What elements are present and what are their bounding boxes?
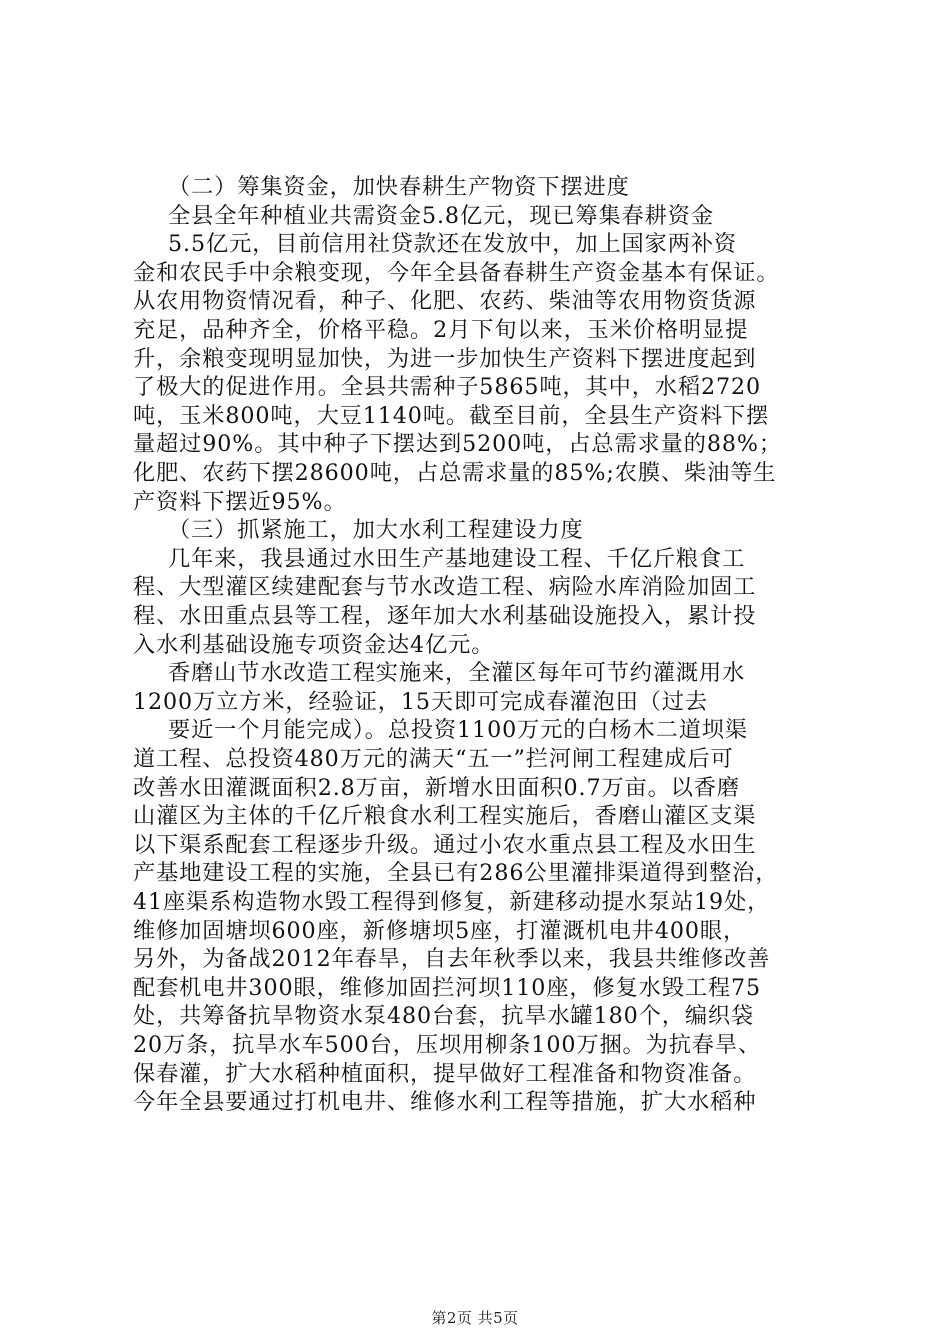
paragraph-line: 量超过90%。其中种子下摆达到5200吨，占总需求量的88%； [133,431,782,458]
heading-section-3: （三）抓紧施工，加大水利工程建设力度 [168,517,584,544]
paragraph-line: 吨，玉米800吨，大豆1140吨。截至目前，全县生产资料下摆 [133,402,770,429]
paragraph-line: 程、大型灌区续建配套与节水改造工程、病险水库消险加固工 [133,574,757,601]
paragraph-line: 入水利基础设施专项资金达4亿元。 [133,631,495,658]
paragraph-line: 全县全年种植业共需资金5.8亿元，现已筹集春耕资金 [168,202,714,229]
paragraph-line: 保春灌，扩大水稻种植面积，提早做好工程准备和物资准备。 [133,1060,757,1087]
paragraph-line: 了极大的促进作用。全县共需种子5865吨，其中，水稻2720 [133,374,762,401]
paragraph-line: 今年全县要通过打机电井、维修水利工程等措施，扩大水稻种 [133,1089,757,1116]
paragraph-line: 程、水田重点县等工程，逐年加大水利基础设施投入，累计投 [133,603,757,629]
paragraph-line: 化肥、农药下摆28600吨，占总需求量的85%;农膜、柴油等生 [133,460,777,486]
paragraph-line: 金和农民手中余粮变现，今年全县备春耕生产资金基本有保证。 [133,259,780,286]
paragraph-line: 产基地建设工程的实施，全县已有286公里灌排渠道得到整治， [133,860,779,887]
paragraph-line: 另外，为备战2012年春旱，自去年秋季以来，我县共维修改善 [133,946,771,973]
paragraph-line: 5.5亿元，目前信用社贷款还在发放中，加上国家两补资 [168,231,737,258]
paragraph-line: 道工程、总投资480万元的满天“五一”拦河闸工程建成后可 [133,746,734,772]
paragraph-line: 香磨山节水改造工程实施来，全灌区每年可节约灌溉用水 [168,660,746,687]
heading-section-2: （二）筹集资金，加快春耕生产物资下摆进度 [168,174,630,200]
paragraph-line: 以下渠系配套工程逐步升级。通过小农水重点县工程及水田生 [133,831,757,858]
paragraph-line: 1200万立方米，经验证，15天即可完成春灌泡田（过去 [133,688,708,715]
paragraph-line: 41座渠系构造物水毁工程得到修复，新建移动提水泵站19处， [133,889,771,915]
paragraph-line: 配套机电井300眼，维修加固拦河坝110座，修复水毁工程75 [133,974,762,1001]
paragraph-line: 从农用物资情况看，种子、化肥、农药、柴油等农用物资货源 [133,288,757,315]
paragraph-line: 维修加固塘坝600座，新修塘坝5座，打灌溉机电井400眼， [133,917,747,944]
paragraph-line: 充足，品种齐全，价格平稳。2月下旬以来，玉米价格明显提 [133,317,749,343]
paragraph-line: 处，共筹备抗旱物资水泵480台套，抗旱水罐180个，编织袋 [133,1003,755,1030]
paragraph-line: 山灌区为主体的千亿斤粮食水利工程实施后，香磨山灌区支渠 [133,803,757,830]
paragraph-line: 几年来，我县通过水田生产基地建设工程、千亿斤粮食工 [168,545,746,572]
page-number-footer: 第2页 共5页 [431,1309,519,1327]
paragraph-line: 改善水田灌溉面积2.8万亩，新增水田面积0.7万亩。以香磨 [133,774,740,801]
paragraph-line: 要近一个月能完成）。总投资1100万元的白杨木二道坝渠 [168,717,748,744]
paragraph-line: 产资料下摆近95%。 [133,488,347,515]
paragraph-line: 升，余粮变现明显加快，为进一步加快生产资料下摆进度起到 [133,345,757,372]
paragraph-line: 20万条，抗旱水车500台，压坝用柳条100万捆。为抗春旱、 [133,1032,762,1058]
